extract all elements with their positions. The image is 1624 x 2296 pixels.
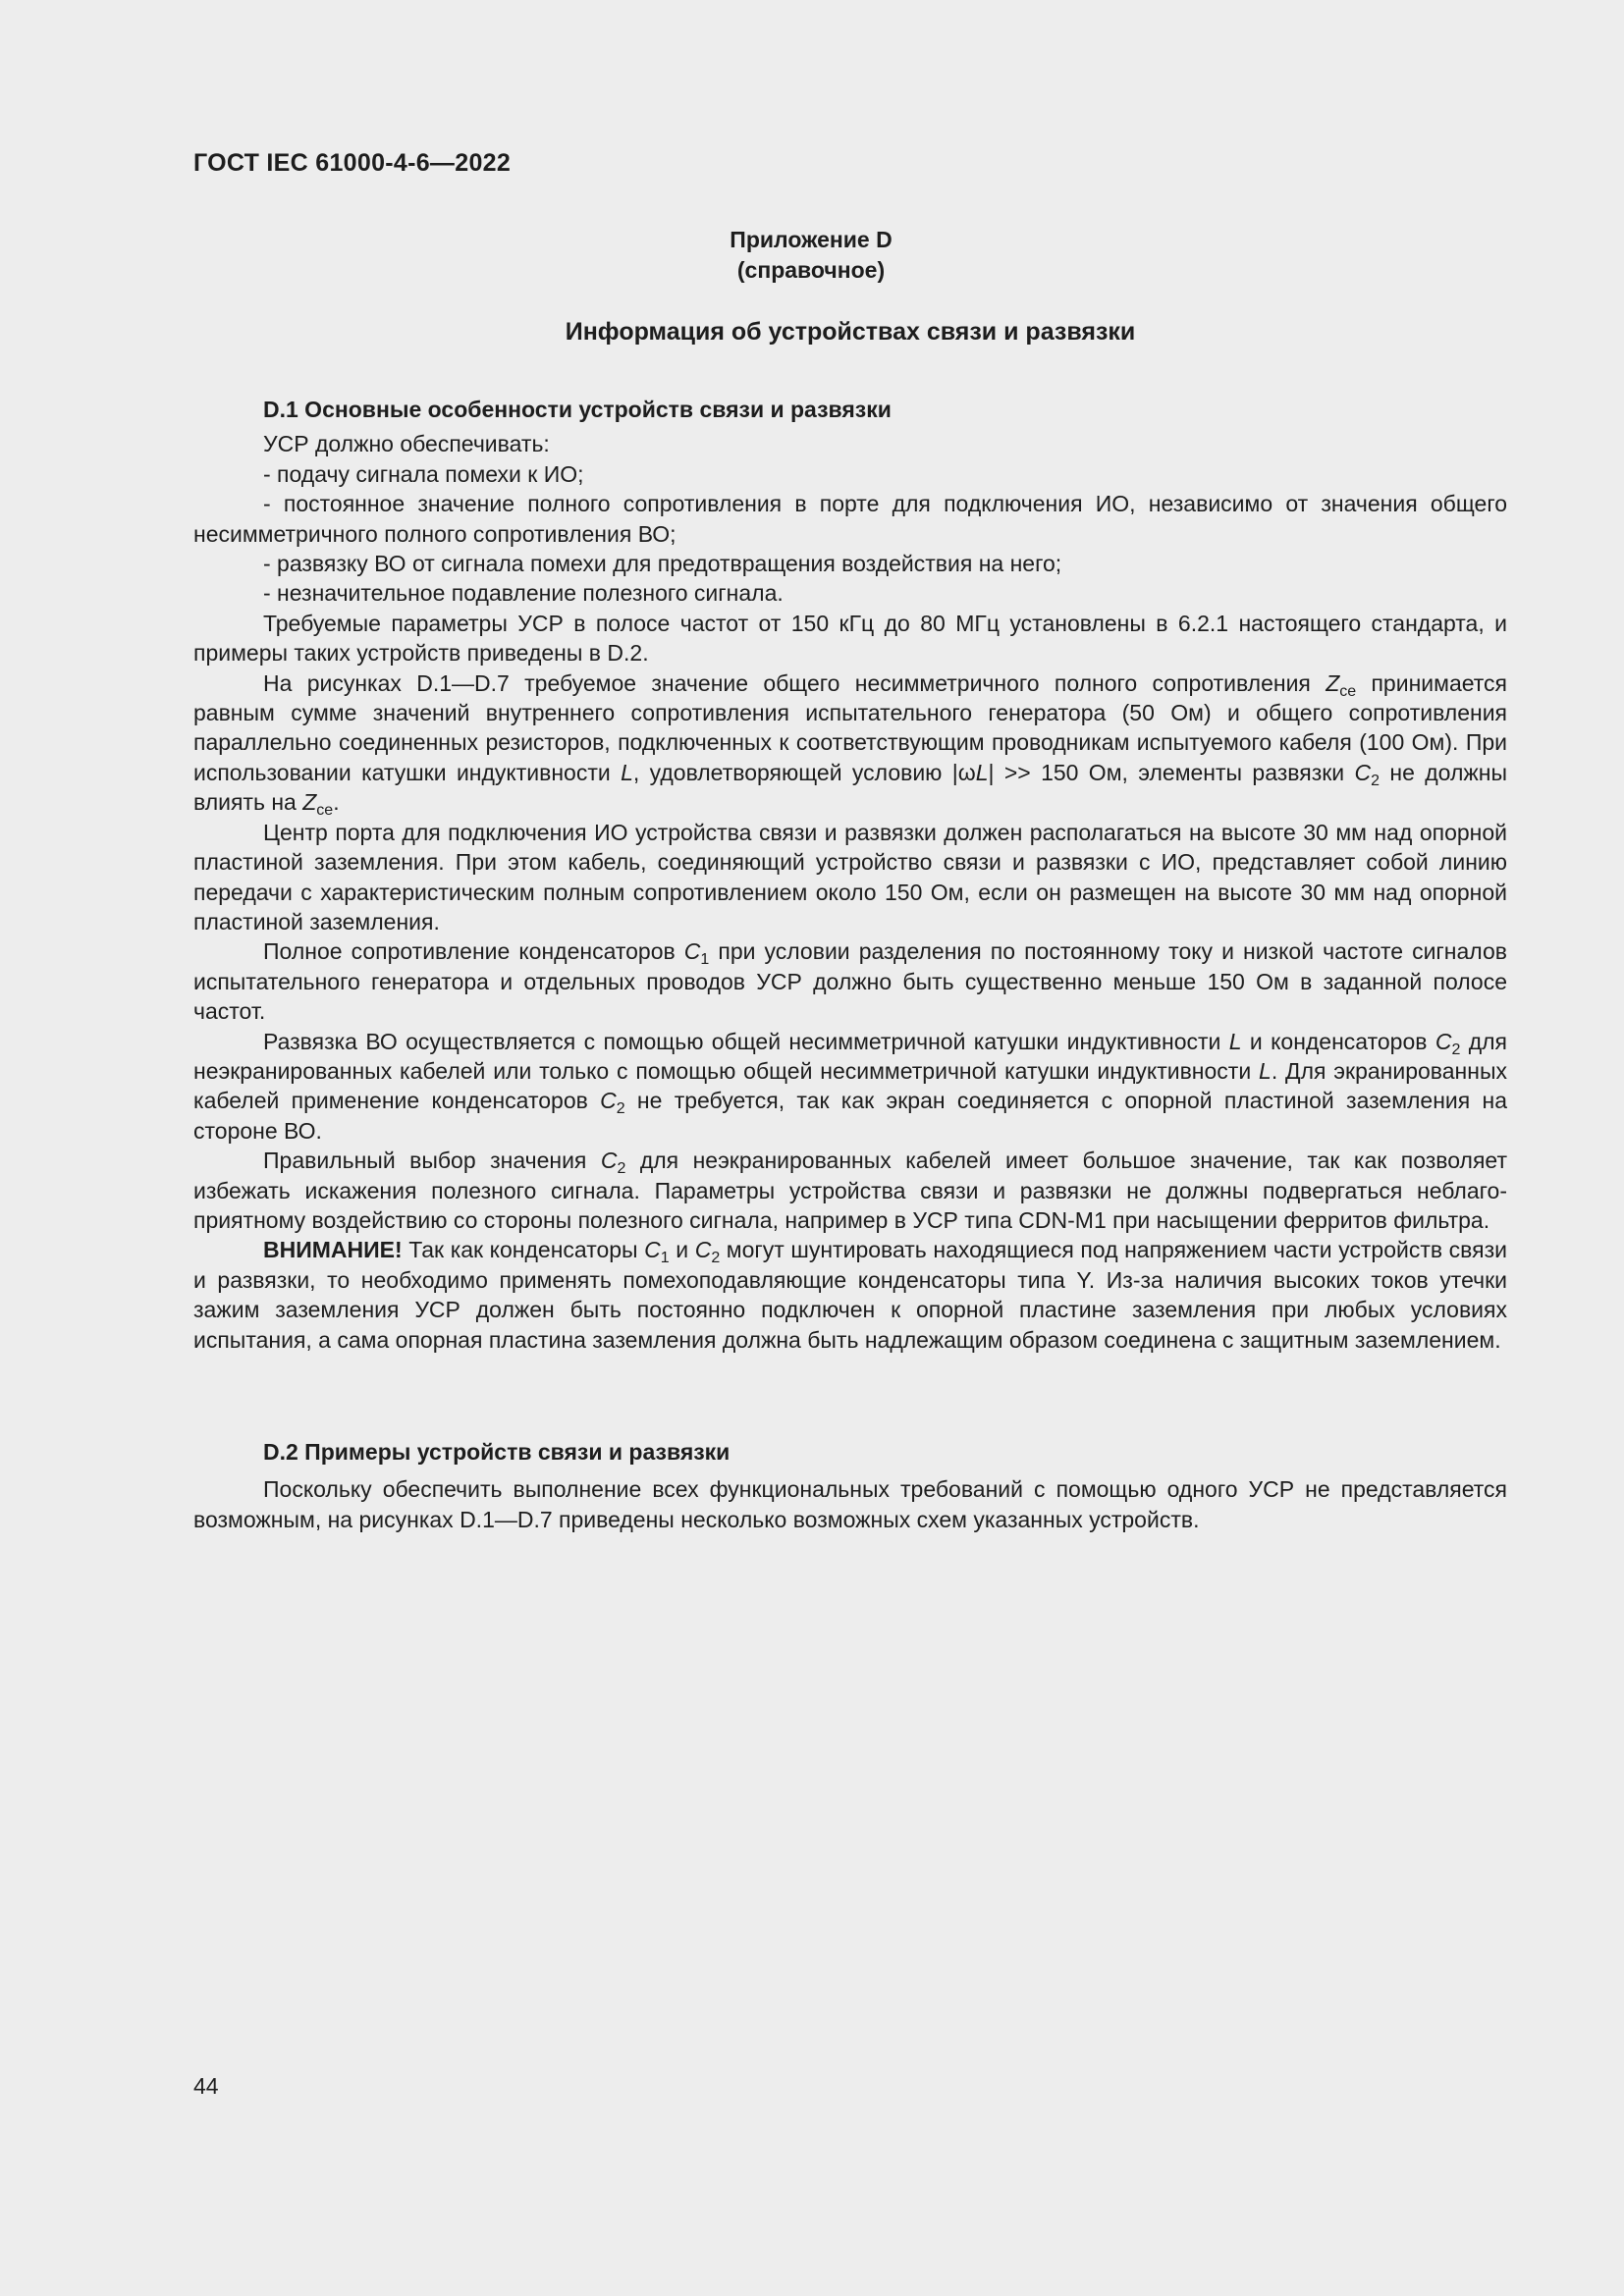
symbol: C xyxy=(600,1148,618,1174)
text-run: принимается равным сумме значений внутреннего сопротивления испытательного генератора (50 Ом) и общего сопротивления параллельно соединенных резисторов, подключенных к соответствующим проводникам испытуемого кабеля (100 Ом). При использовании катушки индуктивности xyxy=(193,669,1507,785)
subscript: 1 xyxy=(660,1250,670,1267)
paragraph: Центр порта для подключения ИО устройства связи и развязки должен располагаться на высоте 30 мм над опорной пластиной заземления. При этом кабель, соединяющий устройство связи и развязки с ИО, представляет собой линию передачи с характеристическим полным сопротивлением около 150 Ом, если он размещен на высоте 30 мм над опорной пластиной заземления. xyxy=(193,819,1507,934)
section-d2-heading: D.2 Примеры устройств связи и развязки xyxy=(263,1439,731,1465)
text-run: . Для экранированных кабелей применение конденсаторов xyxy=(193,1057,1507,1114)
text-run: не требуется, так как экран соединяется с опорной пластиной заземления на стороне ВО. xyxy=(193,1088,1507,1144)
paragraph: Поскольку обеспечить выполнение всех функциональных требований с помощью одного УСР не представляется возможным, на рисунках D.1—D.7 приведены несколько возможных схем указанных устройств. xyxy=(193,1476,1507,1532)
list-item: - развязку ВО от сигнала помехи для предотвращения воздействия на него; xyxy=(263,551,1062,577)
annex-label: Приложение D xyxy=(730,227,893,252)
symbol: C xyxy=(1435,1028,1452,1054)
subscript: 2 xyxy=(617,1160,626,1178)
page-number: 44 xyxy=(193,2073,219,2099)
subscript: 2 xyxy=(616,1100,625,1118)
list-item: - подачу сигнала помехи к ИО; xyxy=(263,460,584,487)
subscript: ce xyxy=(1339,682,1357,700)
text-run: , удовлетворяющей условию |ω xyxy=(632,759,976,785)
symbol: L xyxy=(621,759,633,785)
symbol: L xyxy=(975,759,989,785)
paragraph xyxy=(193,1235,1507,1355)
list-item: - незначительное подавление полезного сигнала. xyxy=(263,580,784,607)
text-run: для неэкранированных кабелей имеет большое значение, так как позволяет избежать искажения полезного сигнала. Параметры устройства связи и развязки не должны подвергаться неблагоприятному воздействию со стороны полезного сигнала, например в УСР типа CDN-M1 при насыщении ферритов фильтра. xyxy=(193,1148,1507,1233)
symbol: C xyxy=(683,938,701,965)
symbol: L xyxy=(1228,1028,1242,1054)
text-run: Так как конденсаторы xyxy=(402,1237,645,1263)
text-run: . xyxy=(333,789,340,816)
text-run: для неэкранированных кабелей или только с помощью общей несимметричной катушки индуктивности xyxy=(193,1028,1507,1084)
symbol: C xyxy=(644,1237,661,1263)
section-d1 xyxy=(193,395,1507,1355)
text-run: Полное сопротивление конденсаторов xyxy=(263,938,684,965)
paragraph xyxy=(193,936,1507,1026)
symbol: Z xyxy=(302,789,317,816)
paragraph xyxy=(193,668,1507,818)
subscript: 2 xyxy=(711,1250,721,1267)
text-run: при условии разделения по постоянному току и низкой частоте сигналов испытательного генератора и отдельных проводов УСР должно быть существенно меньше 150 Ом в заданной полосе частот. xyxy=(193,938,1507,1025)
symbol: L xyxy=(1259,1057,1272,1084)
symbol: C xyxy=(1354,759,1372,785)
section-d2 xyxy=(193,1437,1507,1534)
text-run: Правильный выбор значения xyxy=(263,1148,601,1174)
list-item: - постоянное значение полного сопротивления в порте для подключения ИО, независимо от значения общего несимметричного полного сопротивления ВО; xyxy=(193,491,1507,547)
section-d1-heading: D.1 Основные особенности устройств связи и развязки xyxy=(263,397,892,422)
symbol: C xyxy=(694,1237,712,1263)
text-run: Развязка ВО осуществляется с помощью общей несимметричной катушки индуктивности xyxy=(263,1028,1229,1054)
paragraph xyxy=(193,1027,1507,1147)
paragraph: Требуемые параметры УСР в полосе частот от 150 кГц до 80 МГц установлены в 6.2.1 настоящего стандарта, и примеры таких устройств приведены в D.2. xyxy=(193,610,1507,667)
text-run: не должны влиять на xyxy=(193,759,1507,816)
paragraph: УСР должно обеспечивать: xyxy=(263,431,550,457)
text-run: могут шунтировать находящиеся под напряжением части устройств связи и развязки, то необходимо применять помехоподавляющие конденсаторы типа Y. Из-за наличия высоких токов утечки зажим заземления УСР должен быть постоянно подключен к опорной пластине заземления при любых условиях испытания, а сама опорная пластина заземления должна быть надлежащим образом соединена с защитным заземлением. xyxy=(193,1237,1507,1353)
subscript: 2 xyxy=(1451,1041,1461,1058)
text-run: | >> 150 Ом, элементы развязки xyxy=(988,759,1355,785)
annex-title: Информация об устройствах связи и развязки xyxy=(565,318,1136,346)
subscript: 1 xyxy=(700,951,710,969)
symbol: C xyxy=(600,1088,617,1114)
text-run: На рисунках D.1—D.7 требуемое значение общего несимметричного полного сопротивления xyxy=(263,669,1326,696)
annex-status: (справочное) xyxy=(736,257,886,283)
subscript: 2 xyxy=(1371,772,1380,789)
symbol: Z xyxy=(1326,669,1340,696)
subscript: ce xyxy=(316,802,334,820)
text-run: и xyxy=(669,1237,695,1263)
standard-designation: ГОСТ IEC 61000-4-6—2022 xyxy=(193,149,512,177)
paragraph xyxy=(193,1146,1507,1235)
warning-label: ВНИМАНИЕ! xyxy=(263,1237,403,1263)
text-run: и конденсаторов xyxy=(1241,1028,1435,1054)
